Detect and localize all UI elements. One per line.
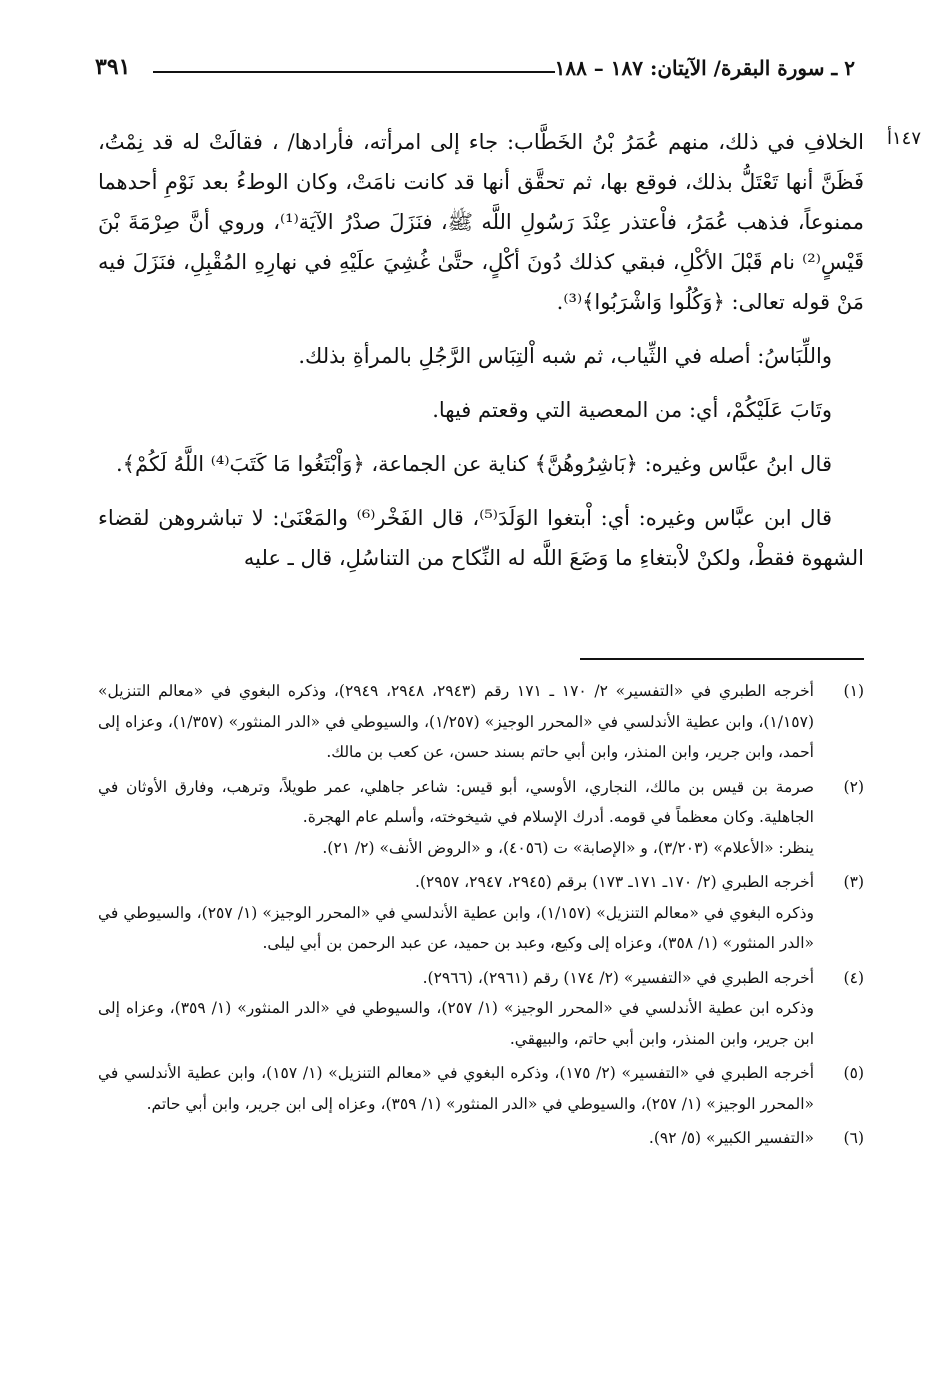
footnote-text: وذكره البغوي في «معالم التنزيل» (١/١٥٧)، وابن عطية الأندلسي في «المحرر الوجيز» (١/ ٢٥٧)، والسيوطي في «الدر المنثور» (١/ ٣٥٨)، وعزاه إلى وكيع، وعبد بن حميد، عن عبد الرحمن بن أبي ليلى. [98, 903, 814, 952]
footnote-text: ينظر: «الأعلام» (٣/٢٠٣)، و «الإصابة» ت (٤٠٥٦)، و «الروض الأنف» (٢/ ٢١). [322, 838, 814, 857]
footnote [98, 1123, 864, 1154]
page-number: ٣٩١ [95, 54, 131, 80]
paragraph: واللِّبَاسُ: أصله في الثِّياب، ثم شبه اْلتِبَاس الرَّجُلِ بالمرأةِ بذلك. [298, 344, 832, 368]
footnote-text: صرمة بن قيس بن مالك، النجاري، الأوسي، أبو قيس: شاعر جاهلي، عمر طويلاً، وترهب، وفارق الأوثان في الجاهلية. وكان معظماً في قومه. أدرك الإسلام في شيخوخته، وأسلم عام الهجرة. [98, 777, 814, 826]
footnote-text: أخرجه الطبري في «التفسير» ٢/ ١٧٠ ـ ١٧١ رقم (٢٩٤٣، ٢٩٤٨، ٢٩٤٩)، وذكره البغوي في «معالم التنزيل» (١/١٥٧)، وابن عطية الأندلسي في «المحرر الوجيز» (١/٢٥٧)، والسيوطي في «الدر المنثور» (١/٣٥٧)، وعزاه إلى أحمد، وابن جرير، وابن المنذر، وابن أبي حاتم بسند حسن، عن كعب بن مالك. [98, 682, 815, 761]
paragraph: قال ابنُ عبَّاس وغيره: ﴿بَاشِرُوهُنَّ﴾ كناية عن الجماعة، ﴿وَاْبْتَغُوا مَا كَتَبَ⁽⁴⁾ اللَّهُ لَكُمْ﴾. [116, 452, 832, 476]
footnote-number: (٣) [843, 873, 864, 891]
footnote-number: (٤) [843, 968, 864, 987]
paragraph: وتَابَ عَلَيْكُمْ، أي: من المعصية التي وقعتم فيها. [432, 398, 832, 422]
footnote [98, 676, 864, 768]
header-rule [153, 71, 555, 73]
margin-folio-note: ١٤٧أ [886, 128, 922, 149]
paragraph: قال ابن عبَّاس وغيره: أي: اْبتغوا الوَلَدَ⁽⁵⁾، قال الفَخْر⁽⁶⁾ والمَعْنَىٰ: لا تباشروهن لقضاء الشهوة فقطْ، ولكنْ لاْبتغاءِ ما وَضَعَ اللَّه له النِّكاح من التناسُلِ، قال ـ عليه [98, 506, 864, 570]
footnote [98, 1058, 864, 1119]
footnote-number: (٥) [843, 1064, 864, 1082]
main-text [98, 122, 864, 592]
footnote-text: «التفسير الكبير» (٥/ ٩٢). [648, 1129, 814, 1147]
footnote-text: وذكره ابن عطية الأندلسي في «المحرر الوجيز» (١/ ٢٥٧)، والسيوطي في «الدر المنثور» (١/ ٣٥٩)، وعزاه إلى ابن جرير، وابن المنذر، وابن أبي حاتم، والبيهقي. [98, 999, 814, 1048]
footnote-text: أخرجه الطبري في «التفسير» (٢/ ١٧٥)، وذكره البغوي في «معالم التنزيل» (١/ ١٥٧)، وابن عطية الأندلسي في «المحرر الوجيز» (١/ ٢٥٧)، والسيوطي في «الدر المنثور» (١/ ٣٥٩)، وعزاه إلى ابن جرير، وابن أبي حاتم. [98, 1064, 815, 1113]
footnote [98, 867, 864, 959]
footnote-number: (٦) [843, 1129, 864, 1147]
footnotes [98, 676, 864, 1158]
footnote-number: (٢) [843, 777, 864, 796]
footnote-separator [580, 658, 864, 660]
footnote-text: أخرجه الطبري في «التفسير» (٢/ ١٧٤) رقم (٢٩٦١)، (٢٩٦٦). [422, 968, 814, 987]
page-header [95, 52, 855, 92]
footnote [98, 772, 864, 864]
paragraph: الخلافِ في ذلك، منهم عُمَرُ بْنُ الخَطَّاب: جاء إلى امرأته، فأرادها/ ، فقالَتْ له قد نِمْتُ، فَظَنَّ أنها تَعْتَلُّ بذلك، فوقع بها، ثم تحقَّق أنها قد كانت نامَتْ، وكان الوطءُ بعد نَوْمِ أحدهما ممنوعاً، فذهب عُمَرُ، فاْعتذر عِنْدَ رَسُولِ اللَّه ﷺ، فنَزَلَ صدْرُ الآيَة⁽¹⁾، وروي أنَّ صِرْمَةَ بْنَ قَيْسٍ⁽²⁾ نام قَبْلَ الأكْلِ، فبقي كذلك دُونَ أكْلٍ، حتَّىٰ غُشِيَ علَيْهِ في نهارِهِ المُقْبِلِ، فنَزَلَ فيه مَنْ قوله تعالى: ﴿وَكُلُوا وَاشْرَبُوا﴾⁽³⁾. [98, 130, 865, 314]
footnote-text: أخرجه الطبري (٢/ ١٧٠ـ ١٧١ـ ١٧٣) برقم (٢٩٤٥، ٢٩٤٧، ٢٩٥٧). [414, 873, 814, 891]
footnote-number: (١) [843, 682, 864, 700]
running-title: ٢ ـ سورة البقرة/ الآيتان: ١٨٧ – ١٨٨ [554, 56, 855, 80]
footnote [98, 963, 864, 1055]
